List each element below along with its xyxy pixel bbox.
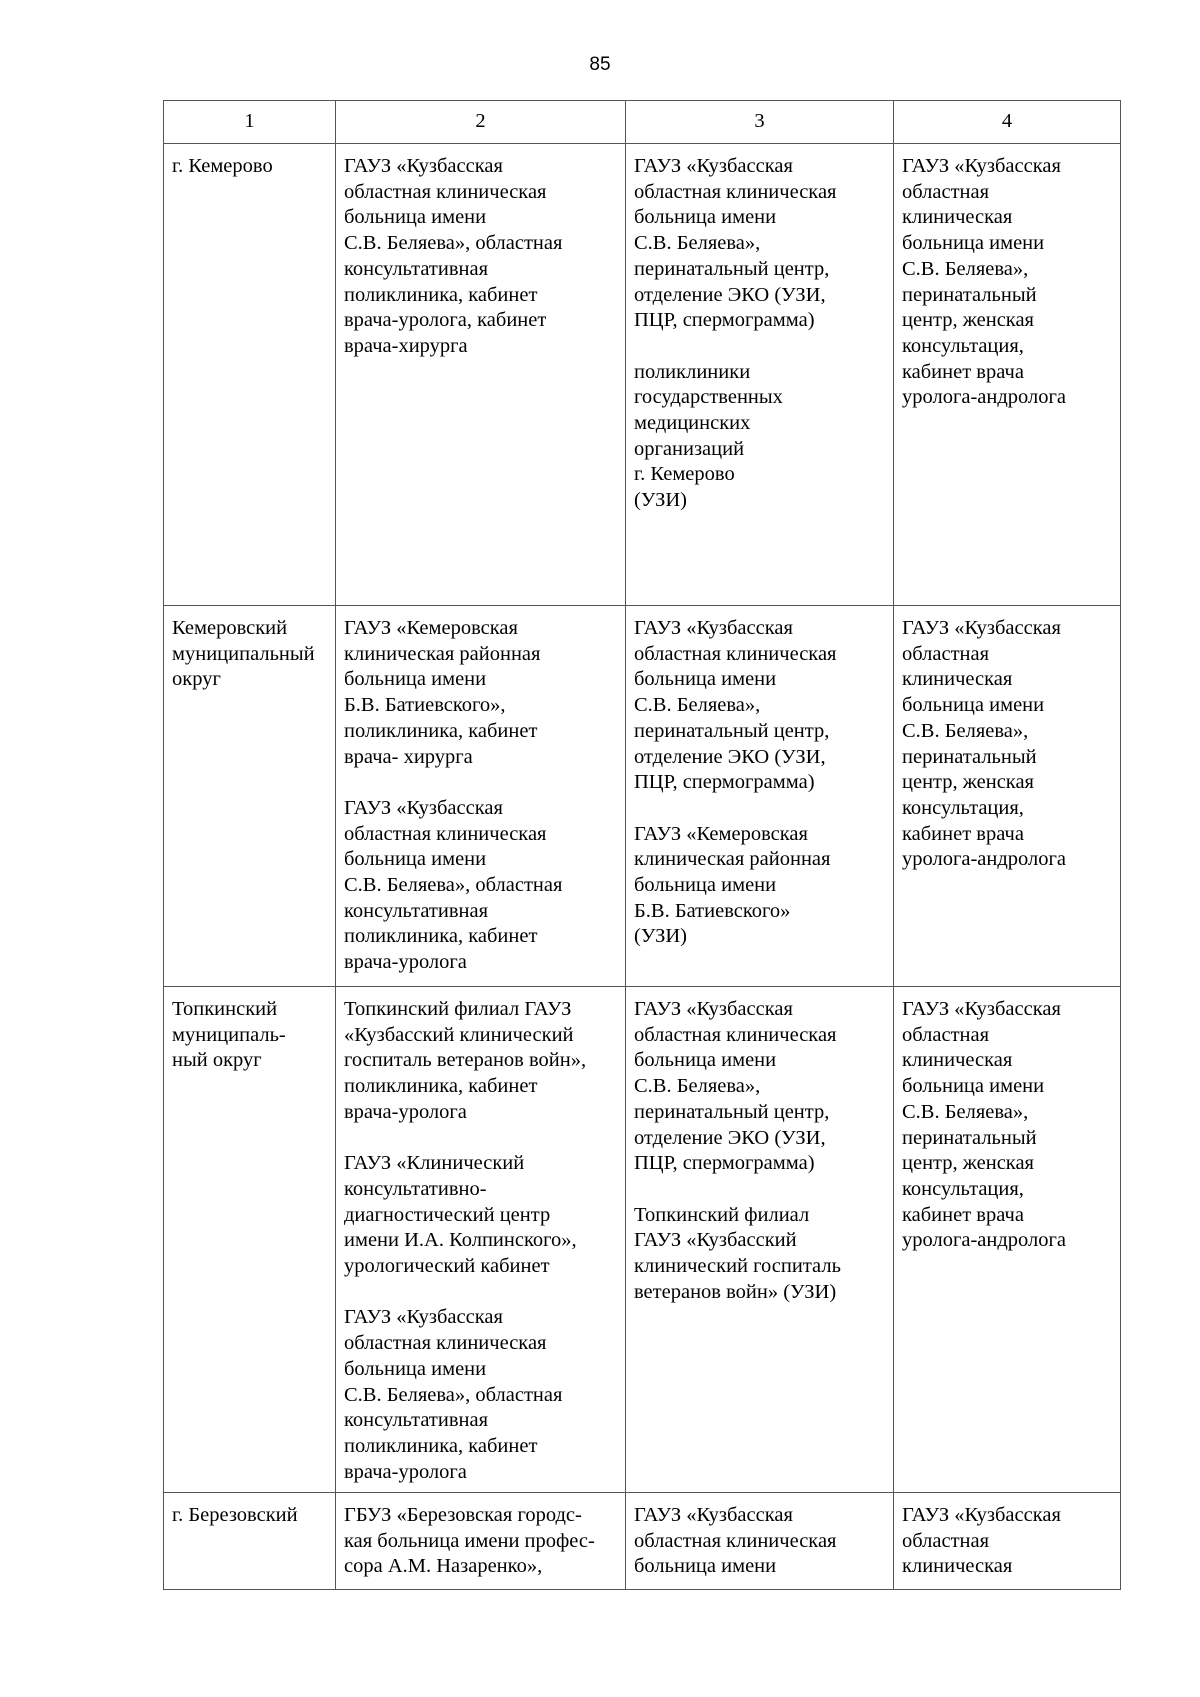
cell-paragraph: ГАУЗ «Кузбасская областная клиническая больница имени С.В. Беляева», перинатальный центр, женская консультация, кабинет врача уролога-андролога	[902, 998, 1067, 1252]
table-row	[164, 987, 1121, 1493]
header-cell-1: 1	[164, 101, 336, 144]
header-row	[164, 101, 1121, 144]
examination-cell	[626, 606, 894, 987]
cell-paragraph: ГАУЗ «Кузбасская областная клиническая больница имени С.В. Беляева», областная консультативная поликлиника, кабинет врача-уролога, кабинет врача-хирурга	[344, 155, 563, 357]
cell-paragraph: ГАУЗ «Кемеровская клиническая районная больница имени Б.В. Батиевского», поликлиника, кабинет врача- хирурга	[344, 617, 541, 768]
table-row	[164, 606, 1121, 987]
cell-paragraph: ГАУЗ «Кузбасская областная клиническая больница имени	[634, 1504, 837, 1578]
cell-paragraph: ГАУЗ «Кузбасская областная клиническая больница имени С.В. Беляева», областная консультативная поликлиника, кабинет врача-уролога	[344, 1306, 563, 1483]
table-row	[164, 1493, 1121, 1590]
cell-paragraph: Топкинский филиал ГАУЗ «Кузбасский клинический госпиталь ветеранов войн» (УЗИ)	[634, 1203, 841, 1303]
consultation-cell	[336, 144, 626, 606]
cell-paragraph: г. Березовский	[172, 1504, 298, 1526]
cell-paragraph: ГАУЗ «Кузбасская областная клиническая больница имени С.В. Беляева», перинатальный центр, отделение ЭКО (УЗИ, ПЦР, спермограмма)	[634, 155, 837, 332]
cell-paragraph: ГАУЗ «Кузбасская областная клиническая больница имени С.В. Беляева», перинатальный центр, женская консультация, кабинет врача уролога-андролога	[902, 617, 1067, 871]
cell-paragraph: г. Кемерово	[172, 155, 273, 177]
cell-paragraph: Топкинский муниципаль- ный округ	[172, 998, 286, 1072]
consultation-cell	[336, 987, 626, 1493]
territory-cell	[164, 987, 336, 1493]
examination-cell	[626, 1493, 894, 1590]
consultation-cell	[336, 1493, 626, 1590]
cell-paragraph: ГБУЗ «Березовская городс- кая больница имени профес- сора А.М. Назаренко»,	[344, 1504, 595, 1578]
territory-cell	[164, 144, 336, 606]
cell-paragraph: ГАУЗ «Кузбасская областная клиническая больница имени С.В. Беляева», перинатальный центр, женская консультация, кабинет врача уролога-андролога	[902, 155, 1067, 409]
cell-paragraph: Топкинский филиал ГАУЗ «Кузбасский клинический госпиталь ветеранов войн», поликлиника, кабинет врача-уролога	[344, 998, 587, 1123]
andrologist-cell	[894, 1493, 1121, 1590]
table-row	[164, 144, 1121, 606]
cell-paragraph: поликлиники государственных медицинских организаций г. Кемерово (УЗИ)	[634, 360, 783, 512]
cell-paragraph: ГАУЗ «Кузбасская областная клиническая больница имени С.В. Беляева», перинатальный центр, отделение ЭКО (УЗИ, ПЦР, спермограмма)	[634, 617, 837, 794]
examination-cell	[626, 144, 894, 606]
andrologist-cell	[894, 606, 1121, 987]
consultation-cell	[336, 606, 626, 987]
cell-paragraph: ГАУЗ «Кемеровская клиническая районная больница имени Б.В. Батиевского» (УЗИ)	[634, 822, 831, 948]
services-table	[163, 100, 1121, 1590]
cell-paragraph: ГАУЗ «Кузбасская областная клиническая больница имени С.В. Беляева», перинатальный центр, отделение ЭКО (УЗИ, ПЦР, спермограмма)	[634, 998, 837, 1175]
header-cell-3: 3	[626, 101, 894, 144]
cell-paragraph: ГАУЗ «Клинический консультативно- диагностический центр имени И.А. Колпинского», урологический кабинет	[344, 1152, 577, 1278]
territory-cell	[164, 1493, 336, 1590]
header-cell-4: 4	[894, 101, 1121, 144]
andrologist-cell	[894, 144, 1121, 606]
andrologist-cell	[894, 987, 1121, 1493]
cell-paragraph: ГАУЗ «Кузбасская областная клиническая больница имени С.В. Беляева», областная консультативная поликлиника, кабинет врача-уролога	[344, 796, 563, 974]
header-cell-2: 2	[336, 101, 626, 144]
examination-cell	[626, 987, 894, 1493]
cell-paragraph: Кемеровский муниципальный округ	[172, 617, 315, 691]
territory-cell	[164, 606, 336, 987]
cell-paragraph: ГАУЗ «Кузбасская областная клиническая	[902, 1504, 1061, 1578]
page-number: 85	[589, 54, 611, 75]
